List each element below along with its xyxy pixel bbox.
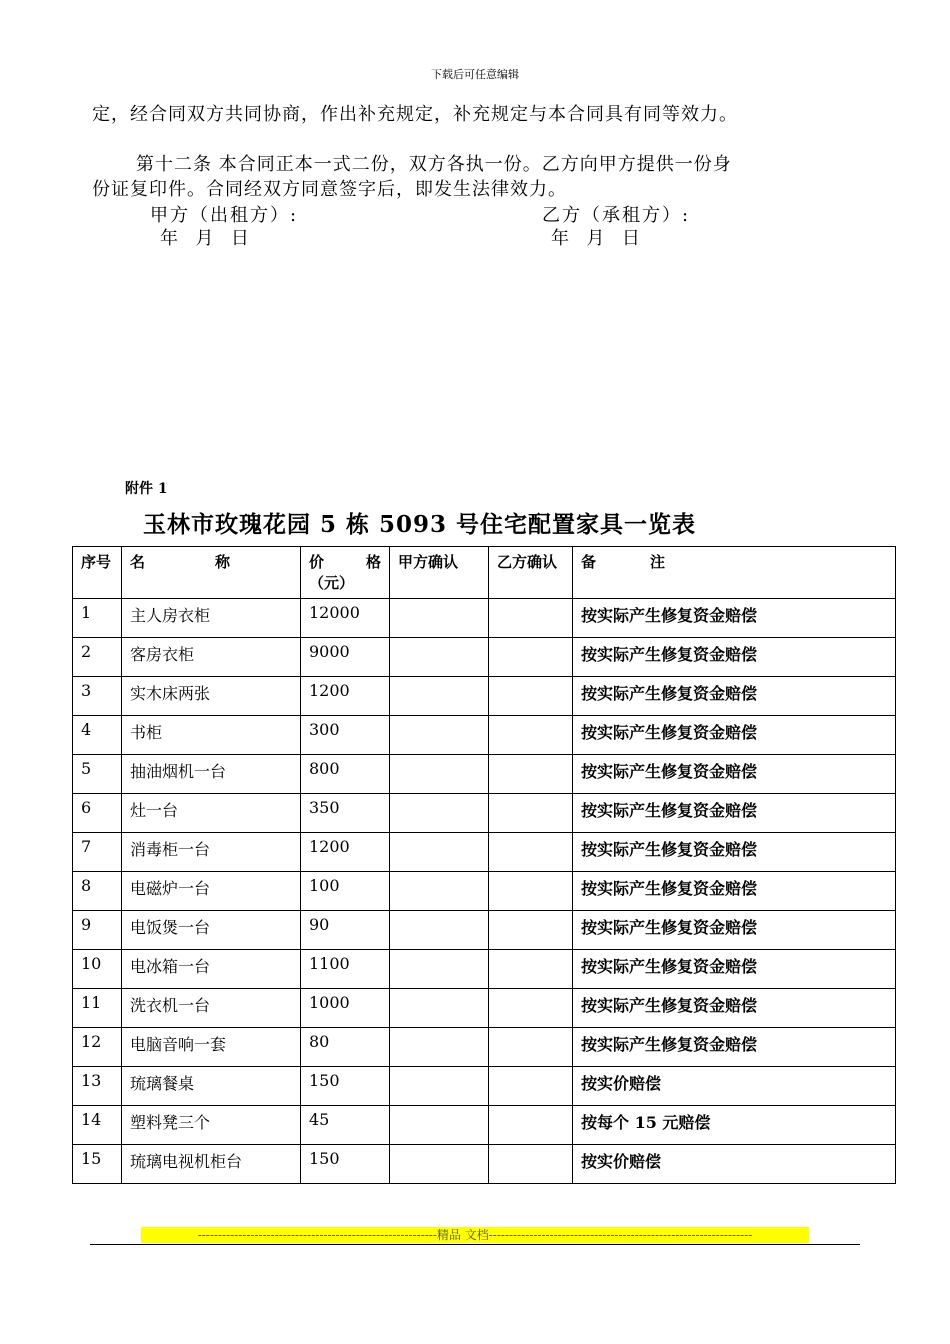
cell-price: 12000 (301, 599, 390, 638)
table-row (73, 1028, 896, 1067)
cell-price: 45 (301, 1106, 390, 1145)
table-row (73, 677, 896, 716)
cell-price: 1000 (301, 989, 390, 1028)
cell-party-b (489, 872, 573, 911)
cell-party-a (390, 872, 489, 911)
cell-note: 按实际产生修复资金赔偿 (573, 677, 896, 716)
cell-note: 按实际产生修复资金赔偿 (573, 833, 896, 872)
cell-party-a (390, 1028, 489, 1067)
cell-name: 塑料凳三个 (122, 1106, 301, 1145)
cell-price: 150 (301, 1067, 390, 1106)
cell-name: 洗衣机一台 (122, 989, 301, 1028)
cell-party-a (390, 911, 489, 950)
cell-no: 1 (73, 599, 122, 638)
cell-party-a (390, 677, 489, 716)
cell-no: 2 (73, 638, 122, 677)
cell-no: 14 (73, 1106, 122, 1145)
table-row (73, 794, 896, 833)
cell-no: 4 (73, 716, 122, 755)
footer-banner: -----------------------------------------------------------精品 文档----------------------------------------------------------------- (141, 1227, 809, 1243)
cell-name: 电冰箱一台 (122, 950, 301, 989)
furniture-table (72, 546, 896, 1184)
header-price-right: 格 (365, 553, 381, 571)
header-price-unit: （元） (309, 574, 355, 592)
attachment-label: 附件 1 (125, 481, 168, 497)
cell-note: 按实际产生修复资金赔偿 (573, 1028, 896, 1067)
cell-note: 按实际产生修复资金赔偿 (573, 989, 896, 1028)
cell-name: 琉璃餐桌 (122, 1067, 301, 1106)
party-a-label: 甲方（出租方）: (150, 205, 299, 226)
cell-price: 350 (301, 794, 390, 833)
cell-name: 抽油烟机一台 (122, 755, 301, 794)
cell-note: 按每个 15 元赔偿 (573, 1106, 896, 1145)
table-row (73, 638, 896, 677)
cell-no: 10 (73, 950, 122, 989)
cell-note: 按实际产生修复资金赔偿 (573, 638, 896, 677)
cell-note: 按实际产生修复资金赔偿 (573, 599, 896, 638)
cell-price: 300 (301, 716, 390, 755)
cell-note: 按实际产生修复资金赔偿 (573, 872, 896, 911)
cell-price: 800 (301, 755, 390, 794)
table-row (73, 833, 896, 872)
cell-no: 11 (73, 989, 122, 1028)
cell-no: 6 (73, 794, 122, 833)
cell-party-b (489, 677, 573, 716)
cell-note: 按实价赔偿 (573, 1145, 896, 1184)
cell-name: 电脑音响一套 (122, 1028, 301, 1067)
cell-name: 主人房衣柜 (122, 599, 301, 638)
cell-party-a (390, 833, 489, 872)
cell-party-a (390, 1145, 489, 1184)
header-price (301, 547, 390, 599)
cell-no: 15 (73, 1145, 122, 1184)
party-b-label: 乙方（承租方）: (542, 205, 691, 226)
header-note-right: 注 (649, 553, 665, 571)
header-no: 序号 (73, 547, 122, 599)
party-a-date: 年 月 日 (160, 228, 251, 249)
table-row (73, 755, 896, 794)
cell-no: 7 (73, 833, 122, 872)
header-party-b: 乙方确认 (489, 547, 573, 599)
table-row (73, 1106, 896, 1145)
header-name-right: 称 (214, 553, 230, 571)
cell-party-b (489, 911, 573, 950)
party-b-date: 年 月 日 (551, 228, 642, 249)
cell-no: 13 (73, 1067, 122, 1106)
cell-party-b (489, 989, 573, 1028)
header-party-a: 甲方确认 (390, 547, 489, 599)
cell-price: 1200 (301, 833, 390, 872)
cell-note: 按实价赔偿 (573, 1067, 896, 1106)
table-row (73, 1067, 896, 1106)
cell-party-b (489, 755, 573, 794)
cell-party-a (390, 716, 489, 755)
cell-name: 电饭煲一台 (122, 911, 301, 950)
cell-name: 书柜 (122, 716, 301, 755)
cell-price: 1200 (301, 677, 390, 716)
header-price-left: 价 (309, 553, 325, 571)
cell-price: 9000 (301, 638, 390, 677)
table-row (73, 599, 896, 638)
page-header: 下载后可任意编辑 (431, 68, 519, 81)
cell-note: 按实际产生修复资金赔偿 (573, 794, 896, 833)
footer-rule (90, 1244, 860, 1245)
cell-party-b (489, 716, 573, 755)
cell-price: 150 (301, 1145, 390, 1184)
cell-note: 按实际产生修复资金赔偿 (573, 911, 896, 950)
cell-party-b (489, 833, 573, 872)
header-note (573, 547, 896, 599)
header-note-left: 备 (581, 553, 597, 571)
table-row (73, 989, 896, 1028)
cell-party-a (390, 794, 489, 833)
cell-price: 80 (301, 1028, 390, 1067)
cell-party-a (390, 1067, 489, 1106)
cell-party-b (489, 599, 573, 638)
cell-price: 1100 (301, 950, 390, 989)
cell-no: 9 (73, 911, 122, 950)
cell-name: 琉璃电视机柜台 (122, 1145, 301, 1184)
table-row (73, 872, 896, 911)
cell-name: 实木床两张 (122, 677, 301, 716)
cell-no: 5 (73, 755, 122, 794)
contract-text-line-1: 定，经合同双方共同协商，作出补充规定，补充规定与本合同具有同等效力。 (92, 104, 738, 125)
cell-party-b (489, 1145, 573, 1184)
cell-name: 灶一台 (122, 794, 301, 833)
cell-price: 90 (301, 911, 390, 950)
cell-name: 电磁炉一台 (122, 872, 301, 911)
cell-party-a (390, 989, 489, 1028)
cell-no: 12 (73, 1028, 122, 1067)
cell-note: 按实际产生修复资金赔偿 (573, 716, 896, 755)
cell-name: 客房衣柜 (122, 638, 301, 677)
table-row (73, 911, 896, 950)
cell-party-a (390, 638, 489, 677)
contract-text-line-3: 份证复印件。合同经双方同意签字后，即发生法律效力。 (92, 179, 567, 200)
cell-party-a (390, 599, 489, 638)
table-row (73, 1145, 896, 1184)
header-name-left: 名 (130, 553, 146, 571)
cell-party-b (489, 638, 573, 677)
cell-party-b (489, 950, 573, 989)
cell-no: 8 (73, 872, 122, 911)
cell-note: 按实际产生修复资金赔偿 (573, 950, 896, 989)
cell-price: 100 (301, 872, 390, 911)
contract-article-12: 第十二条 本合同正本一式二份，双方各执一份。乙方向甲方提供一份身 (136, 154, 732, 175)
attachment-title: 玉林市玫瑰花园 5 栋 5093 号住宅配置家具一览表 (143, 511, 697, 538)
cell-party-b (489, 794, 573, 833)
table-row (73, 716, 896, 755)
cell-note: 按实际产生修复资金赔偿 (573, 755, 896, 794)
cell-party-b (489, 1028, 573, 1067)
table-row (73, 950, 896, 989)
cell-party-a (390, 950, 489, 989)
header-name (122, 547, 301, 599)
cell-no: 3 (73, 677, 122, 716)
cell-party-b (489, 1106, 573, 1145)
cell-party-b (489, 1067, 573, 1106)
cell-name: 消毒柜一台 (122, 833, 301, 872)
table-header-row (73, 547, 896, 599)
cell-party-a (390, 755, 489, 794)
cell-party-a (390, 1106, 489, 1145)
